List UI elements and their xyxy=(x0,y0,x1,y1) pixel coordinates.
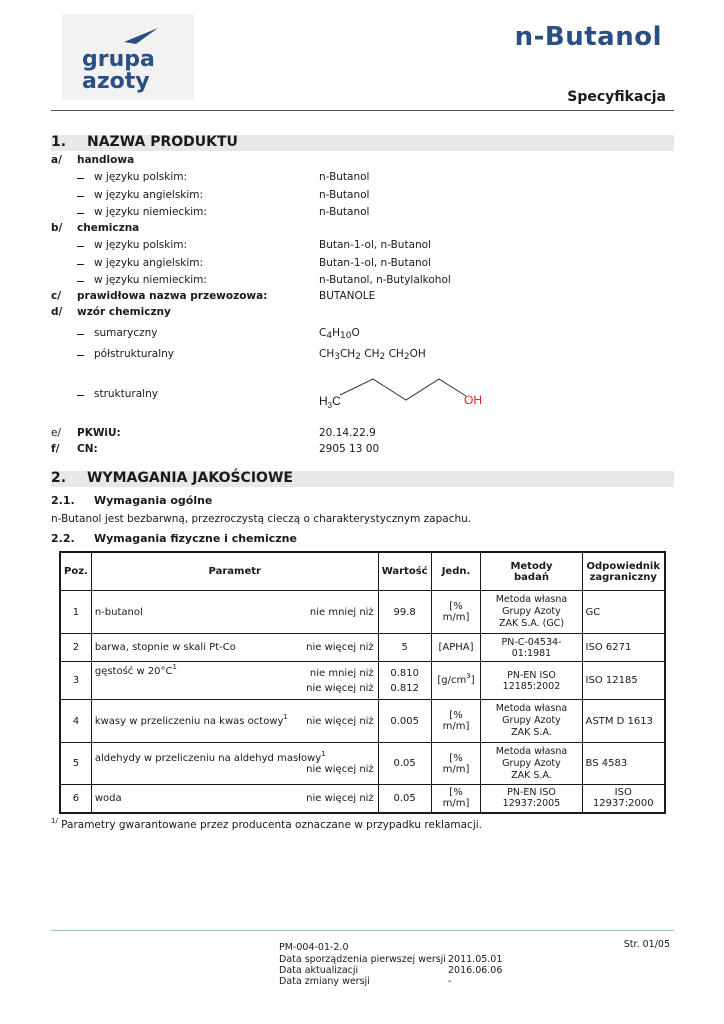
section1-c-key: c/ xyxy=(51,290,62,302)
formula-sum-value: C4H10O xyxy=(319,327,360,341)
bullet-dash xyxy=(77,281,84,282)
cell-param: woda nie więcej niż xyxy=(91,785,378,813)
section1-a-label: handlowa xyxy=(77,154,135,166)
header-unit: Jedn. xyxy=(431,552,481,591)
section2-number: 2. xyxy=(51,470,67,486)
cell-param: kwasy w przeliczeniu na kwas octowy$^1$ nie więcej niż xyxy=(91,700,378,743)
cell-equiv: BS 4583 xyxy=(582,743,665,785)
cell-unit: $[g/cm^3]$ xyxy=(431,662,481,700)
footer-row-value: 2011.05.01 xyxy=(448,954,503,965)
bullet-dash xyxy=(77,213,84,214)
section1-b-key: b/ xyxy=(51,222,63,234)
cell-method: PN-EN ISO 12185:2002 xyxy=(481,662,582,700)
formula-sum-label: sumaryczny xyxy=(94,327,158,339)
section1-d-key: d/ xyxy=(51,306,63,318)
header-value: Wartość xyxy=(378,552,431,591)
bullet-dash xyxy=(77,246,84,247)
logo-graphic xyxy=(62,14,194,100)
formula-struct-label: strukturalny xyxy=(94,388,158,400)
item-label: w języku niemieckim: xyxy=(94,206,207,218)
section1-f-key: f/ xyxy=(51,443,60,455)
cell-param: barwa, stopnie w skali Pt-Co nie więcej niż xyxy=(91,634,378,662)
section1-a-key: a/ xyxy=(51,154,62,166)
company-logo xyxy=(62,14,194,100)
footer-row-value: - xyxy=(448,976,452,987)
header-divider xyxy=(51,110,674,111)
bullet-dash xyxy=(77,334,84,335)
section1-e-value: 20.14.22.9 xyxy=(319,427,376,439)
table-row xyxy=(60,785,665,813)
subsection-2-2-number: 2.2. xyxy=(51,532,75,545)
footnote: $^{1/}$ Parametry gwarantowane przez producenta oznaczane w przypadku reklamacji. xyxy=(51,817,482,831)
item-label: w języku polskim: xyxy=(94,171,188,183)
table-row xyxy=(60,591,665,634)
table-row xyxy=(60,743,665,785)
footer-row-label: Data aktualizacji xyxy=(279,965,359,976)
item-value: Butan-1-ol, n-Butanol xyxy=(319,239,432,251)
section1-e-key: e/ xyxy=(51,427,61,439)
cell-method: PN-EN ISO 12937:2005 xyxy=(481,785,582,813)
cell-value: 0.05 xyxy=(378,785,431,813)
section1-d-label: wzór chemiczny xyxy=(77,306,171,318)
cell-unit: [% m/m] xyxy=(431,591,481,634)
item-value: Butan-1-ol, n-Butanol xyxy=(319,257,432,269)
footer-divider xyxy=(51,930,674,931)
subsection-2-1-text: n-Butanol jest bezbarwną, przezroczystą cieczą o charakterystycznym zapachu. xyxy=(51,513,472,525)
item-label: w języku polskim: xyxy=(94,239,188,251)
bullet-dash xyxy=(77,178,84,179)
svg-text:H3C: $H_3C$ xyxy=(319,394,341,410)
item-label: w języku niemieckim: xyxy=(94,274,207,286)
item-value: n-Butanol, n-Butylalkohol xyxy=(319,274,451,286)
section1-number: 1. xyxy=(51,134,67,150)
cell-param: n-butanol nie mniej niż xyxy=(91,591,378,634)
cell-equiv: ISO 12185 xyxy=(582,662,665,700)
cell-unit: [% m/m] xyxy=(431,743,481,785)
item-value: n-Butanol xyxy=(319,171,370,183)
footer-doc-code: PM-004-01-2.0 xyxy=(279,942,349,953)
cell-equiv: ISO 12937:2000 xyxy=(582,785,665,813)
section1-b-label: chemiczna xyxy=(77,222,140,234)
footer-row-label: Data sporządzenia pierwszej wersji xyxy=(279,954,446,965)
cell-equiv: ISO 6271 xyxy=(582,634,665,662)
cell-poz: 3 xyxy=(60,662,91,700)
header-param: Parametr xyxy=(91,552,378,591)
section1-c-label: prawidłowa nazwa przewozowa: xyxy=(77,290,268,302)
cell-value: 0.810 0.812 xyxy=(378,662,431,700)
struct-oh-label: OH xyxy=(464,393,482,407)
bullet-dash xyxy=(77,355,84,356)
document-title: n-Butanol xyxy=(514,22,662,52)
cell-value: 5 xyxy=(378,634,431,662)
section1-c-value: BUTANOLE xyxy=(319,290,376,302)
requirements-table xyxy=(59,551,666,814)
footer-row-value: 2016.06.06 xyxy=(448,965,503,976)
cell-poz: 2 xyxy=(60,634,91,662)
formula-semi-label: półstrukturalny xyxy=(94,348,175,360)
section1-title: NAZWA PRODUKTU xyxy=(87,134,238,150)
cell-method: PN-C-04534-01:1981 xyxy=(481,634,582,662)
item-label: w języku angielskim: xyxy=(94,189,204,201)
item-label: w języku angielskim: xyxy=(94,257,204,269)
table-header-row xyxy=(60,552,665,591)
bullet-dash xyxy=(77,395,84,396)
bullet-dash xyxy=(77,264,84,265)
cell-method: Metoda własna Grupy Azoty ZAK S.A. xyxy=(481,743,582,785)
section1-e-label: PKWiU: xyxy=(77,427,121,439)
logo-text-line1: grupa xyxy=(82,47,155,72)
cell-method: Metoda własna Grupy Azoty ZAK S.A. (GC) xyxy=(481,591,582,634)
cell-poz: 6 xyxy=(60,785,91,813)
section1-f-label: CN: xyxy=(77,443,98,455)
cell-unit: [% m/m] xyxy=(431,785,481,813)
footer-page-number: Str. 01/05 xyxy=(623,939,670,950)
cell-method: Metoda własna Grupy Azoty ZAK S.A. xyxy=(481,700,582,743)
cell-poz: 5 xyxy=(60,743,91,785)
cell-unit: [APHA] xyxy=(431,634,481,662)
subsection-2-2-title: Wymagania fizyczne i chemiczne xyxy=(94,532,297,545)
structural-formula xyxy=(318,372,488,412)
formula-semi-value: CH3CH2 CH2 CH2OH xyxy=(319,348,426,362)
header-poz: Poz. xyxy=(60,552,91,591)
cell-poz: 4 xyxy=(60,700,91,743)
table-row xyxy=(60,634,665,662)
document-subtitle: Specyfikacja xyxy=(567,89,666,105)
cell-value: 0.05 xyxy=(378,743,431,785)
table-row xyxy=(60,662,665,700)
cell-param: gęstość w $20^\circ C^1$ nie mniej niż nie więcej niż xyxy=(91,662,378,700)
item-value: n-Butanol xyxy=(319,189,370,201)
cell-param: aldehydy w przeliczeniu na aldehyd masłowy$^1$ nie więcej niż xyxy=(91,743,378,785)
subsection-2-1-number: 2.1. xyxy=(51,494,75,507)
table-row xyxy=(60,700,665,743)
cell-poz: 1 xyxy=(60,591,91,634)
cell-equiv: GC xyxy=(582,591,665,634)
header-method: Metody badań xyxy=(481,552,582,591)
subsection-2-1-title: Wymagania ogólne xyxy=(94,494,213,507)
cell-unit: [% m/m] xyxy=(431,700,481,743)
section2-title: WYMAGANIA JAKOŚCIOWE xyxy=(87,470,293,486)
footer-row-label: Data zmiany wersji xyxy=(279,976,370,987)
bullet-dash xyxy=(77,196,84,197)
item-value: n-Butanol xyxy=(319,206,370,218)
cell-value: 99.8 xyxy=(378,591,431,634)
header-equiv: Odpowiednik zagraniczny xyxy=(582,552,665,591)
section1-f-value: 2905 13 00 xyxy=(319,443,380,455)
cell-value: 0.005 xyxy=(378,700,431,743)
logo-text-line2: azoty xyxy=(82,69,150,94)
cell-equiv: ASTM D 1613 xyxy=(582,700,665,743)
